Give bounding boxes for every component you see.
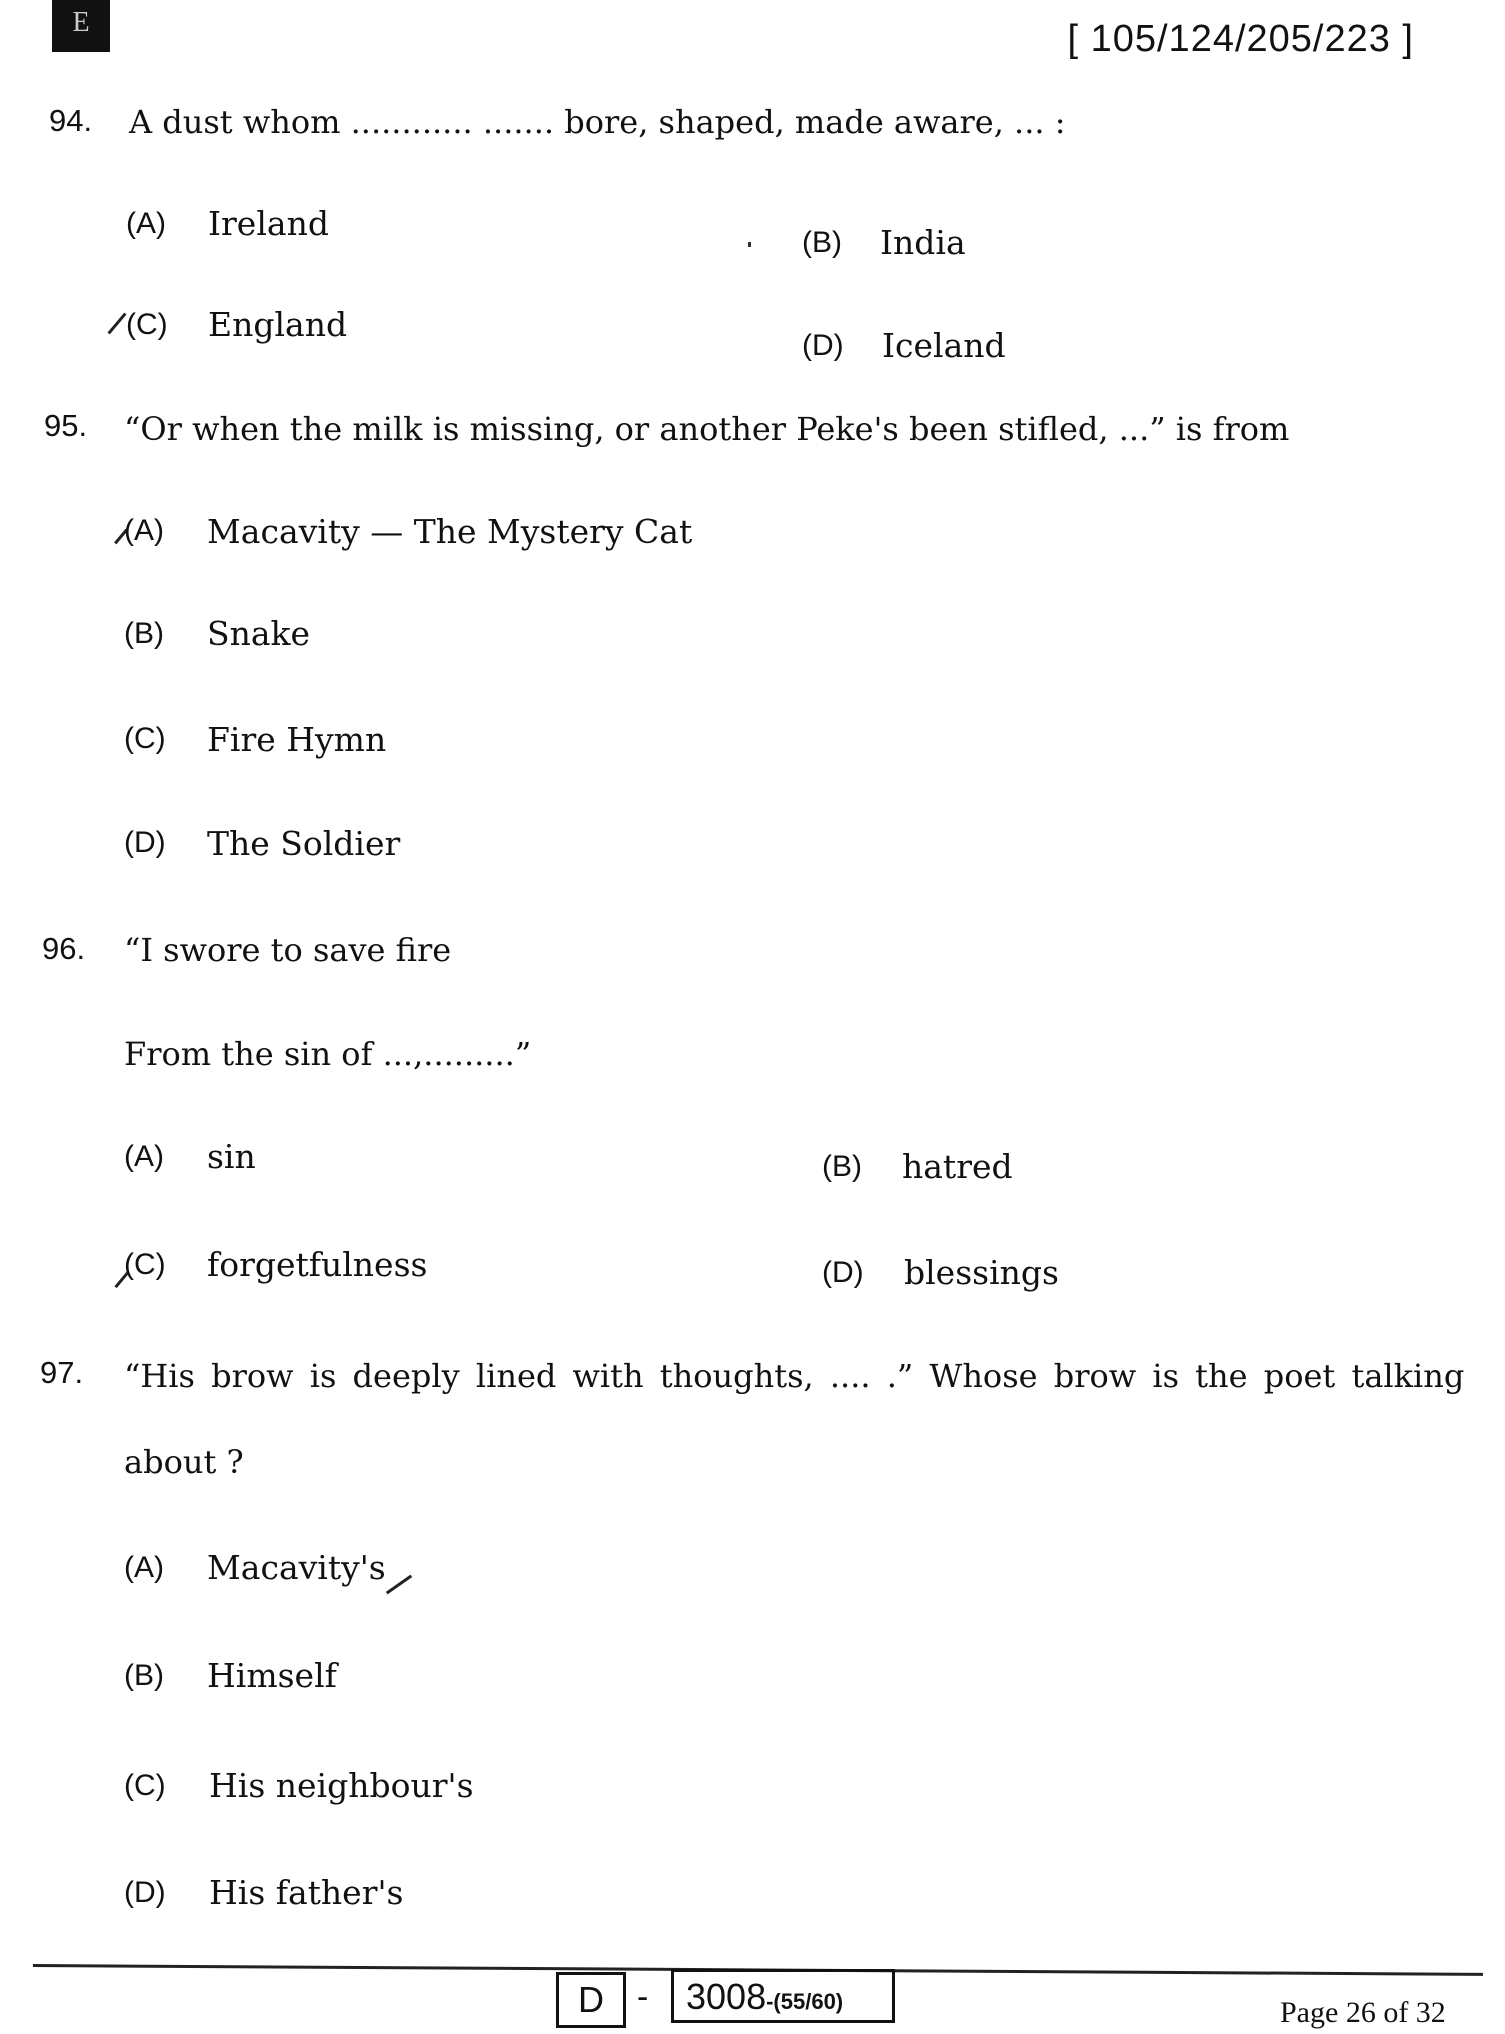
question-number: 95.	[44, 408, 88, 443]
option-text-c[interactable]: forgetfulness	[207, 1245, 428, 1284]
answer-tick-mark-icon	[107, 313, 126, 335]
page-number: Page 26 of 32	[1280, 1996, 1446, 2029]
option-text-b[interactable]: Snake	[207, 614, 311, 653]
option-label-a[interactable]: (A)	[124, 1551, 164, 1584]
option-label-c[interactable]: (C)	[124, 1248, 166, 1281]
option-text-d[interactable]: His father's	[209, 1873, 404, 1912]
question-text: “His brow is deeply lined with thoughts, .... .” Whose brow is the poet talking	[124, 1357, 1465, 1395]
option-label-b[interactable]: (B)	[124, 617, 164, 650]
question-text: “I swore to save fire	[124, 931, 452, 969]
option-label-c[interactable]: (C)	[124, 1769, 166, 1802]
question-number: 96.	[42, 931, 86, 966]
option-text-d[interactable]: Iceland	[882, 326, 1006, 365]
option-label-c[interactable]: (C)	[126, 308, 168, 341]
question-text: A dust whom ............ ....... bore, shaped, made aware, ... :	[129, 103, 1066, 141]
option-label-a[interactable]: (A)	[126, 207, 166, 240]
option-text-c[interactable]: Fire Hymn	[207, 720, 387, 759]
answer-tick-mark-icon	[386, 1575, 412, 1595]
question-text: “Or when the milk is missing, or another Peke's been stifled, ...” is from	[124, 410, 1290, 448]
option-text-a[interactable]: Macavity — The Mystery Cat	[207, 512, 693, 551]
series-box: D	[556, 1972, 626, 2028]
question-text-line-2: about ?	[124, 1443, 244, 1481]
option-text-a[interactable]: Ireland	[208, 204, 329, 243]
option-label-d[interactable]: (D)	[124, 1876, 166, 1909]
booklet-code: 3008	[686, 1976, 767, 2017]
option-text-d[interactable]: The Soldier	[207, 824, 401, 863]
stray-mark	[748, 242, 751, 247]
option-label-d[interactable]: (D)	[802, 329, 844, 362]
option-text-b[interactable]: India	[880, 223, 966, 262]
question-number: 97.	[40, 1355, 84, 1390]
option-text-a[interactable]: sin	[207, 1137, 256, 1176]
option-label-a[interactable]: (A)	[124, 1140, 164, 1173]
option-label-a[interactable]: (A)	[124, 514, 164, 547]
option-text-b[interactable]: Himself	[207, 1656, 337, 1695]
set-letter-badge: E	[52, 0, 110, 52]
option-label-d[interactable]: (D)	[822, 1256, 864, 1289]
option-label-b[interactable]: (B)	[124, 1659, 164, 1692]
option-label-b[interactable]: (B)	[822, 1150, 862, 1183]
option-label-b[interactable]: (B)	[802, 226, 842, 259]
option-text-c[interactable]: His neighbour's	[209, 1766, 474, 1805]
option-text-b[interactable]: hatred	[902, 1147, 1013, 1186]
question-number: 94.	[49, 103, 93, 138]
option-text-a[interactable]: Macavity's	[207, 1548, 386, 1587]
option-label-d[interactable]: (D)	[124, 826, 166, 859]
footer-separator: -	[637, 1978, 649, 2016]
question-text-line-2: From the sin of ...,.........”	[124, 1035, 532, 1073]
option-text-c[interactable]: England	[208, 305, 348, 344]
option-label-c[interactable]: (C)	[124, 722, 166, 755]
booklet-suffix: -(55/60)	[766, 1989, 844, 2014]
booklet-code-box	[671, 1969, 895, 2023]
paper-code: [ 105/124/205/223 ]	[1067, 18, 1414, 60]
option-text-d[interactable]: blessings	[904, 1253, 1059, 1292]
